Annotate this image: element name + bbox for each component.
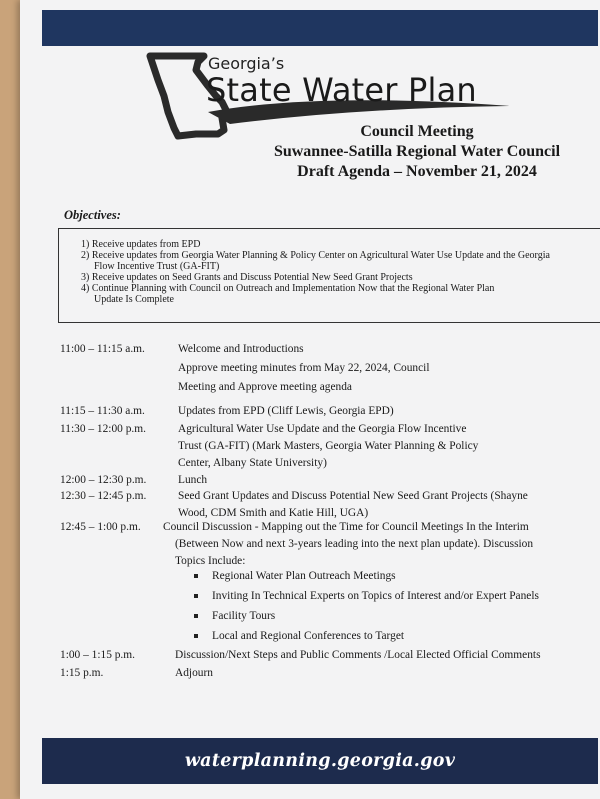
agenda-description-line: Council Discussion - Mapping out the Time for Council Meetings In the Interim	[163, 521, 529, 533]
agenda-description-line: Updates from EPD (Cliff Lewis, Georgia EPD)	[178, 405, 394, 417]
objective-line: 3) Receive updates on Seed Grants and Discuss Potential New Seed Grant Projects	[81, 272, 413, 283]
agenda-description-line: Discussion/Next Steps and Public Comments /Local Elected Official Comments	[175, 649, 541, 661]
agenda-description-line: Agricultural Water Use Update and the Georgia Flow Incentive	[178, 423, 467, 435]
objective-line: Flow Incentive Trust (GA-FIT)	[94, 261, 220, 272]
agenda-description-line: Trust (GA-FIT) (Mark Masters, Georgia Water Planning & Policy	[178, 440, 479, 452]
agenda-description-line: Seed Grant Updates and Discuss Potential New Seed Grant Projects (Shayne	[178, 490, 528, 502]
objectives-list	[81, 239, 599, 305]
footer-banner	[42, 738, 598, 784]
agenda-time: 1:00 – 1:15 p.m.	[60, 649, 135, 661]
objective-line: 1) Receive updates from EPD	[81, 239, 201, 250]
objective-item	[81, 283, 599, 305]
agenda-time: 12:00 – 12:30 p.m.	[60, 474, 147, 486]
agenda-description-line: (Between Now and next 3-years leading into the next plan update). Discussion	[175, 538, 534, 550]
topic-text: Facility Tours	[212, 610, 276, 622]
bullet-square-icon	[194, 634, 198, 638]
agenda-time: 11:15 – 11:30 a.m.	[60, 405, 145, 417]
agenda-time: 11:00 – 11:15 a.m.	[60, 343, 145, 355]
objective-item	[81, 250, 599, 272]
top-banner	[42, 10, 598, 46]
objectives-title: Objectives:	[64, 208, 121, 222]
objective-item	[81, 272, 599, 283]
agenda-description-line: Center, Albany State University)	[178, 457, 327, 469]
topic-text: Local and Regional Conferences to Target	[212, 630, 405, 642]
topic-text: Inviting In Technical Experts on Topics of Interest and/or Expert Panels	[212, 590, 539, 602]
agenda-time: 11:30 – 12:00 p.m.	[60, 423, 146, 435]
agenda-time: 12:45 – 1:00 p.m.	[60, 521, 141, 533]
objective-line: 2) Receive updates from Georgia Water Planning & Policy Center on Agricultural Water Use Update and the Georgia	[81, 250, 550, 261]
agenda-page	[20, 0, 600, 799]
agenda-time: 12:30 – 12:45 p.m.	[60, 490, 147, 502]
bullet-square-icon	[194, 594, 198, 598]
footer-url: waterplanning.georgia.gov	[184, 751, 456, 771]
agenda-description-line: Welcome and Introductions	[178, 343, 304, 355]
logo-line-georgias: Georgia’s	[208, 54, 285, 73]
heading-council-name: Suwannee-Satilla Regional Water Council	[273, 143, 561, 160]
agenda-description-line: Meeting and Approve meeting agenda	[178, 381, 352, 393]
heading-council-meeting: Council Meeting	[360, 123, 474, 140]
objective-line: 4) Continue Planning with Council on Outreach and Implementation Now that the Regional Water Plan	[81, 283, 495, 294]
agenda-time: 1:15 p.m.	[60, 667, 104, 679]
agenda-description-line: Approve meeting minutes from May 22, 2024, Council	[178, 362, 430, 374]
agenda-description-line: Lunch	[178, 474, 208, 486]
bullet-square-icon	[194, 614, 198, 618]
topic-text: Regional Water Plan Outreach Meetings	[212, 570, 396, 582]
bullet-square-icon	[194, 574, 198, 578]
logo-line-state-water-plan: State Water Plan	[206, 71, 477, 109]
objective-item	[81, 239, 599, 250]
objectives-box	[58, 228, 600, 323]
agenda-description-line: Adjourn	[175, 667, 213, 679]
objective-line: Update Is Complete	[94, 294, 174, 305]
agenda-description-line: Topics Include:	[175, 555, 246, 567]
agenda-description-line: Wood, CDM Smith and Katie Hill, UGA)	[178, 507, 369, 519]
heading-draft-agenda: Draft Agenda – November 21, 2024	[297, 163, 537, 180]
meeting-heading	[252, 122, 582, 182]
